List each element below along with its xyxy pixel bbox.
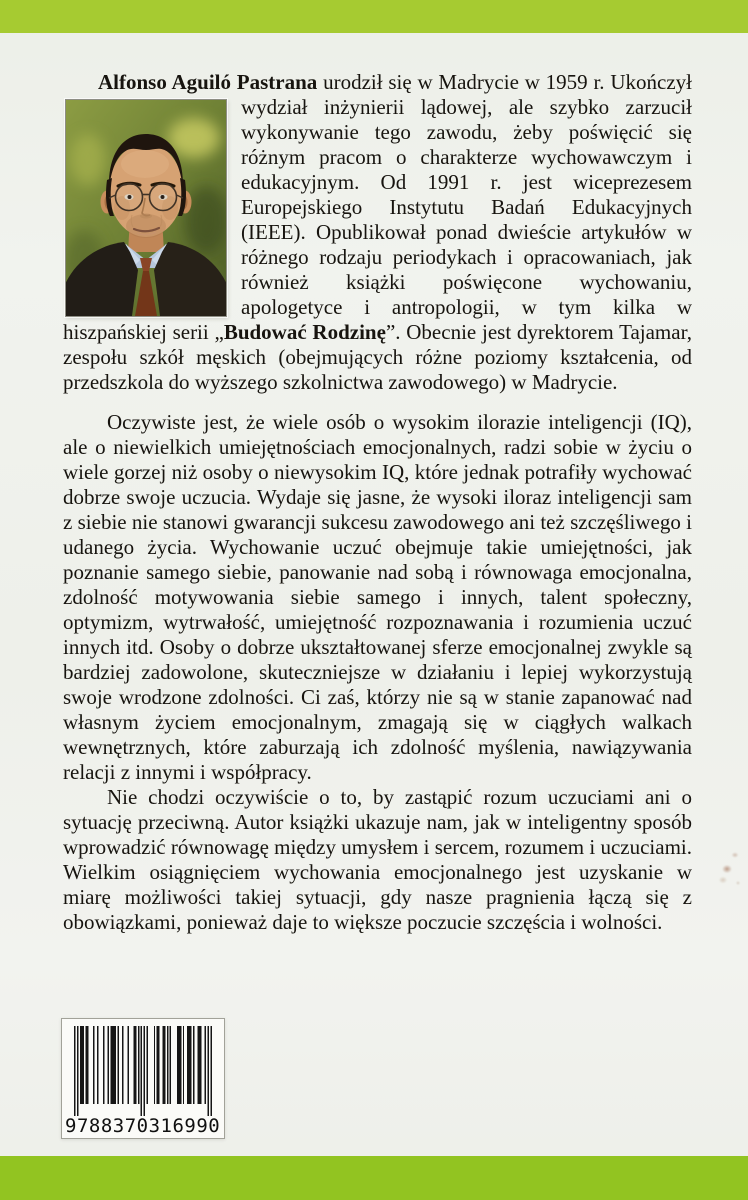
ink-smudge xyxy=(714,843,742,895)
paragraph-book-summary: Nie chodzi oczywiście o to, by zastąpić rozum uczuciami ani o sytuację przeciwną. Autor książki ukazuje nam, jak w inteligentny sposób wprowadzić równowagę między umysłem i sercem, rozumem i uczuciami. Wielkim osiągnięciem wychowania emocjonalnego jest uzyskanie w miarę możliwości takiej sytuacji, gdy nasze pragnienia łączą się z obowiązkami, ponieważ daje to większe poczucie szczęścia i wolności. xyxy=(63,785,692,934)
bio-body-text: Ukończył wydział inżynierii lądowej, ale szybko zarzucił wykonywanie tego zawodu, żeby poświęcić się różnym pracom o charakterze wychowawczym i edukacyjnym. Od 1991 r. jest wiceprezesem Europejskiego Instytutu Badań Edukacyjnych (IEEE). Opublikował ponad dwieście artykułów w różnego rodzaju periodykach i opracowaniach, jak również książki poświęcone wychowaniu, apologetyce i antropologii, w tym kilka w hiszpańskiej serii „ xyxy=(63,70,692,344)
bio-end-text: ”. Obecnie jest dyrektorem Tajamar, zespołu szkół męskich (obejmujących różne poziomy kształcenia, od przedszkola do wyższego szkolnictwa zawodowego) w Madrycie. xyxy=(63,320,692,394)
barcode-digits xyxy=(65,1115,221,1137)
series-title: Budować Rodzinę xyxy=(223,320,386,344)
author-bio-paragraph xyxy=(63,70,692,395)
author-name: Alfonso Aguiló Pastrana xyxy=(98,70,318,94)
barcode-digit-group: 316990 xyxy=(148,1115,221,1137)
barcode-bars xyxy=(74,1026,213,1116)
barcode-digit-group: 788370 xyxy=(76,1115,149,1137)
cover-text-area xyxy=(0,33,748,1156)
green-band-top xyxy=(0,0,748,33)
bio-intro-text: urodził się w Madrycie w 1959 r. xyxy=(317,70,605,94)
green-band-bottom xyxy=(0,1156,748,1200)
barcode xyxy=(61,1018,225,1139)
author-portrait-photo xyxy=(65,99,227,317)
paragraph-emotional-intelligence: Oczywiste jest, że wiele osób o wysokim ilorazie inteligencji (IQ), ale o niewielkich umiejętnościach emocjonalnych, radzi sobie w życiu o wiele gorzej niż osoby o niewysokim IQ, które jednak potrafiły wychować dobrze swoje uczucia. Wydaje się jasne, że wysoki iloraz inteligencji sam z siebie nie stanowi gwarancji sukcesu zawodowego ani też szczęśliwego i udanego życia. Wychowanie uczuć obejmuje takie umiejętności, jak poznanie samego siebie, panowanie nad sobą i równowaga emocjonalna, zdolność motywowania siebie samego i innych, talent społeczny, optymizm, wytrwałość, umiejętność rozpoznawania i rozumienia uczuć innych itd. Osoby o dobrze ukształtowanej sferze emocjonalnej zwykle są bardziej zadowolone, skuteczniejsze w działaniu i lepiej wykorzystują swoje wrodzone zdolności. Ci zaś, którzy nie są w stanie zapanować nad własnym życiem emocjonalnym, zmagają się w ciągłych walkach wewnętrznych, które zaburzają ich zdolność myślenia, nawiązywania relacji z innymi i współpracy. xyxy=(63,410,692,784)
barcode-digit-group: 9 xyxy=(65,1115,77,1137)
portrait-illustration xyxy=(66,100,226,316)
